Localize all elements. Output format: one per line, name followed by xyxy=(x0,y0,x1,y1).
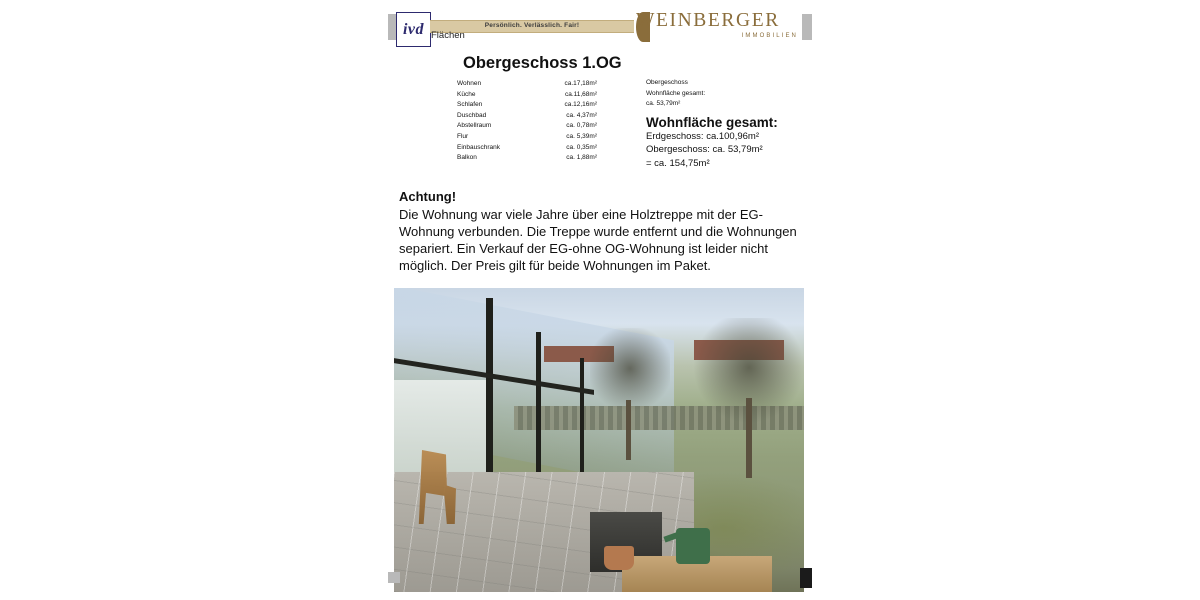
slogan-text: Persönlich. Verlässlich. Fair! xyxy=(484,22,580,29)
area-value: ca. 4,37m² xyxy=(566,111,597,119)
table-row xyxy=(457,132,597,143)
floor-label: Obergeschoss xyxy=(646,79,688,86)
area-label: Wohnen xyxy=(457,80,482,87)
watering-can xyxy=(676,528,710,564)
brand-subtitle: IMMOBILIEN xyxy=(741,33,798,39)
table-row xyxy=(457,100,597,111)
photo-scene xyxy=(394,288,804,592)
area-label: Schlafen xyxy=(457,101,483,109)
area-value: ca. 5,39m² xyxy=(566,132,597,140)
property-photo xyxy=(394,288,804,592)
total-line-og: Obergeschoss: ca. 53,79m² xyxy=(646,144,763,155)
area-label: Einbauschrank xyxy=(457,143,500,151)
grand-total-heading: Wohnfläche gesamt: xyxy=(646,114,778,130)
table-row xyxy=(457,153,597,164)
page-title: Obergeschoss 1.OG xyxy=(463,54,622,72)
total-line-eg: Erdgeschoss: ca.100,96m² xyxy=(646,130,760,142)
header-right-block xyxy=(802,14,812,40)
ivd-logo xyxy=(396,12,431,47)
areas-table xyxy=(457,79,597,164)
total-line-sum: = ca. 154,75m² xyxy=(646,157,710,169)
ivd-logo-text: ivd xyxy=(402,21,425,38)
area-value: ca.12,16m² xyxy=(564,101,597,109)
page-strip-right xyxy=(800,568,812,588)
brand-block xyxy=(636,10,800,39)
flower-pot xyxy=(604,546,634,570)
area-label: Duschbad xyxy=(457,111,487,119)
area-label: Abstellraum xyxy=(457,122,492,130)
notice-heading: Achtung! xyxy=(399,189,457,204)
header-caption: Flächen xyxy=(431,30,465,41)
brand-name: WEINBERGER xyxy=(636,10,780,31)
area-label: Küche xyxy=(457,90,476,98)
page-strip-left xyxy=(388,572,400,583)
floor-sum-label: Wohnfläche gesamt: xyxy=(646,89,706,97)
table-row xyxy=(457,111,597,122)
notice-body: Die Wohnung war viele Jahre über eine Holztreppe mit der EG-Wohnung verbunden. Die Treppe wurde entfernt und die Wohnungen separiert. Ein Verkauf der EG-ohne OG-Wohnung ist leider nicht möglich. Der Preis gilt für beide Wohnungen im Paket. xyxy=(399,207,797,273)
tree-trunk-2 xyxy=(746,398,752,478)
area-label: Flur xyxy=(457,132,469,140)
area-value: ca. 1,88m² xyxy=(566,154,597,162)
floor-sum-value: ca. 53,79m² xyxy=(646,100,681,107)
area-value: ca.11,68m² xyxy=(564,90,597,98)
tree-trunk-1 xyxy=(626,400,631,460)
area-value: ca. 0,78m² xyxy=(566,122,597,130)
table-row xyxy=(457,79,597,90)
table-row xyxy=(457,143,597,154)
table-row xyxy=(457,90,597,101)
notice-block xyxy=(399,188,801,274)
totals-block xyxy=(646,78,836,170)
area-value: ca. 0,35m² xyxy=(566,143,597,151)
table-row xyxy=(457,121,597,132)
area-value: ca.17,18m² xyxy=(564,80,597,87)
area-label: Balkon xyxy=(457,154,477,162)
